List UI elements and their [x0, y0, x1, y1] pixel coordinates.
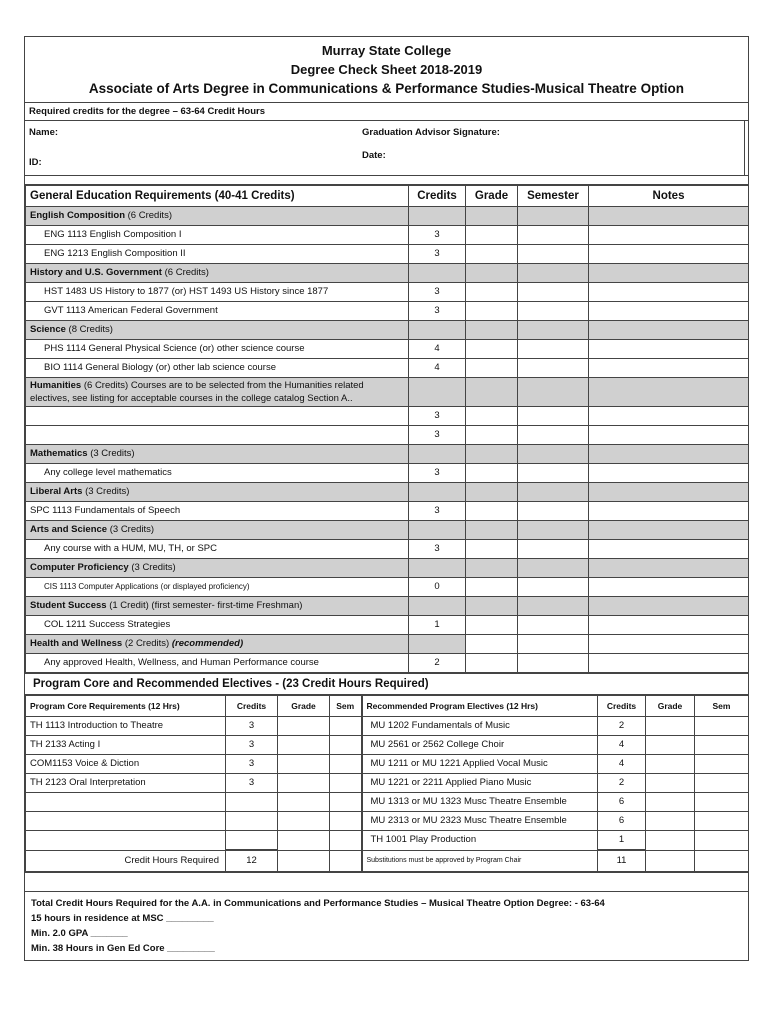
- core-grade-cell[interactable]: [278, 812, 330, 831]
- elective-grade-cell[interactable]: [646, 755, 695, 774]
- notes-cell: [589, 597, 749, 616]
- notes-cell[interactable]: [589, 616, 749, 635]
- grade-cell: [466, 597, 518, 616]
- core-grade-cell[interactable]: [278, 831, 330, 851]
- blank-cell: [278, 850, 330, 871]
- blank-cell: [330, 850, 362, 871]
- semester-cell[interactable]: [518, 635, 589, 654]
- grade-cell[interactable]: [466, 340, 518, 359]
- grade-cell: [466, 483, 518, 502]
- footer-total: Total Credit Hours Required for the A.A. in Communications and Performance Studies – Musical Theatre Option Degree: - 63-64: [31, 897, 605, 909]
- core-credits: 3: [226, 755, 278, 774]
- program-table: [25, 695, 749, 872]
- semester-cell[interactable]: [518, 654, 589, 673]
- notes-cell: [589, 483, 749, 502]
- semester-cell: [518, 264, 589, 283]
- grade-cell[interactable]: [466, 654, 518, 673]
- course-row: [26, 407, 749, 426]
- category-detail: (6 Credits): [161, 267, 209, 278]
- elective-course: MU 1211 or MU 1221 Applied Vocal Music: [362, 755, 598, 774]
- notes-cell[interactable]: [589, 359, 749, 378]
- elective-grade-cell[interactable]: [646, 831, 695, 851]
- grade-cell[interactable]: [466, 616, 518, 635]
- semester-cell[interactable]: [518, 302, 589, 321]
- grade-cell[interactable]: [466, 540, 518, 559]
- semester-cell[interactable]: [518, 464, 589, 483]
- degree-name: Associate of Arts Degree in Communications & Performance Studies-Musical Theatre Option: [88, 81, 685, 96]
- category-name: Humanities: [30, 380, 82, 391]
- course-name: SPC 1113 Fundamentals of Speech: [26, 502, 409, 521]
- category-credits-cell: [409, 635, 466, 654]
- spacer: [25, 872, 748, 891]
- elective-course: TH 1001 Play Production: [362, 831, 598, 851]
- col-credits: Credits: [409, 186, 466, 207]
- notes-cell: [589, 264, 749, 283]
- substitutions-note: Substitutions must be approved by Program Chair: [362, 850, 598, 871]
- semester-cell: [518, 207, 589, 226]
- semester-cell: [518, 378, 589, 407]
- core-sem-cell[interactable]: [330, 755, 362, 774]
- core-credits: 3: [226, 774, 278, 793]
- notes-cell[interactable]: [589, 283, 749, 302]
- total-elective-credits: 11: [598, 850, 646, 871]
- course-credits: 3: [409, 407, 466, 426]
- elective-sem-cell[interactable]: [695, 774, 749, 793]
- elective-grade-cell[interactable]: [646, 736, 695, 755]
- elec-col-sem: Sem: [695, 696, 749, 717]
- grade-cell: [466, 559, 518, 578]
- elective-grade-cell[interactable]: [646, 717, 695, 736]
- blank-cell: [646, 850, 695, 871]
- core-grade-cell[interactable]: [278, 793, 330, 812]
- semester-cell[interactable]: [518, 616, 589, 635]
- elective-sem-cell[interactable]: [695, 831, 749, 851]
- core-col-sem: Sem: [330, 696, 362, 717]
- category-row: [26, 445, 749, 464]
- core-col-credits: Credits: [226, 696, 278, 717]
- course-name: HST 1483 US History to 1877 (or) HST 1493 US History since 1877: [26, 283, 409, 302]
- elective-grade-cell[interactable]: [646, 793, 695, 812]
- category-credits-cell: [409, 264, 466, 283]
- grade-cell[interactable]: [466, 635, 518, 654]
- elective-grade-cell[interactable]: [646, 774, 695, 793]
- grade-cell[interactable]: [466, 283, 518, 302]
- core-course: [26, 793, 226, 812]
- course-row: [26, 226, 749, 245]
- program-header-row: [26, 696, 749, 717]
- program-row: [26, 831, 749, 851]
- category-name: Computer Proficiency: [30, 562, 129, 573]
- col-notes: Notes: [589, 186, 749, 207]
- category-label: [26, 445, 409, 464]
- course-row: [26, 283, 749, 302]
- grade-cell: [466, 378, 518, 407]
- notes-cell[interactable]: [589, 654, 749, 673]
- total-label: Credit Hours Required: [26, 850, 226, 871]
- program-row: [26, 717, 749, 736]
- course-credits: 3: [409, 245, 466, 264]
- category-row: [26, 378, 749, 407]
- grade-cell[interactable]: [466, 502, 518, 521]
- grade-cell[interactable]: [466, 226, 518, 245]
- semester-cell: [518, 559, 589, 578]
- category-row: [26, 559, 749, 578]
- category-label: [26, 264, 409, 283]
- grade-cell: [466, 521, 518, 540]
- semester-cell[interactable]: [518, 283, 589, 302]
- course-name: [26, 426, 409, 445]
- elective-course: MU 1202 Fundamentals of Music: [362, 717, 598, 736]
- course-name: Any college level mathematics: [26, 464, 409, 483]
- category-name: History and U.S. Government: [30, 267, 162, 278]
- category-row: [26, 207, 749, 226]
- category-detail: (3 Credits): [82, 486, 130, 497]
- footer-gen-ed-hours[interactable]: Min. 38 Hours in Gen Ed Core _________: [31, 942, 215, 954]
- elective-sem-cell[interactable]: [695, 717, 749, 736]
- footer-residence[interactable]: 15 hours in residence at MSC _________: [31, 912, 214, 924]
- course-credits: 4: [409, 359, 466, 378]
- core-sem-cell[interactable]: [330, 774, 362, 793]
- course-name: GVT 1113 American Federal Government: [26, 302, 409, 321]
- grade-cell[interactable]: [466, 578, 518, 597]
- category-detail: (6 Credits): [125, 210, 172, 221]
- elective-header: Recommended Program Electives (12 Hrs): [362, 696, 598, 717]
- category-credits-cell: [409, 321, 466, 340]
- category-name: Arts and Science: [30, 524, 108, 535]
- category-credits-cell: [409, 597, 466, 616]
- core-course: [26, 812, 226, 831]
- core-course: TH 1113 Introduction to Theatre: [26, 717, 226, 736]
- category-row: [26, 597, 749, 616]
- course-credits: 3: [409, 464, 466, 483]
- semester-cell: [518, 321, 589, 340]
- notes-cell[interactable]: [589, 426, 749, 445]
- core-sem-cell[interactable]: [330, 736, 362, 755]
- notes-cell: [589, 378, 749, 407]
- grade-cell: [466, 445, 518, 464]
- core-credits: 3: [226, 717, 278, 736]
- notes-cell[interactable]: [589, 635, 749, 654]
- semester-cell[interactable]: [518, 426, 589, 445]
- core-grade-cell[interactable]: [278, 736, 330, 755]
- elective-credits: 2: [598, 717, 646, 736]
- category-credits-cell: [409, 207, 466, 226]
- notes-cell[interactable]: [589, 407, 749, 426]
- elective-sem-cell[interactable]: [695, 736, 749, 755]
- course-credits: 3: [409, 283, 466, 302]
- advisor-signature-field[interactable]: Graduation Advisor Signature:: [362, 127, 500, 138]
- semester-cell[interactable]: [518, 226, 589, 245]
- notes-cell[interactable]: [589, 578, 749, 597]
- elective-course: MU 2561 or 2562 College Choir: [362, 736, 598, 755]
- category-row: [26, 521, 749, 540]
- course-credits: 2: [409, 654, 466, 673]
- core-grade-cell[interactable]: [278, 717, 330, 736]
- semester-cell: [518, 521, 589, 540]
- program-row: [26, 755, 749, 774]
- category-credits-cell: [409, 445, 466, 464]
- core-sem-cell[interactable]: [330, 812, 362, 831]
- semester-cell[interactable]: [518, 502, 589, 521]
- core-sem-cell[interactable]: [330, 793, 362, 812]
- course-name: ENG 1213 English Composition II: [26, 245, 409, 264]
- course-credits: 4: [409, 340, 466, 359]
- program-row: [26, 812, 749, 831]
- core-course: COM1153 Voice & Diction: [26, 755, 226, 774]
- core-course: TH 2133 Acting I: [26, 736, 226, 755]
- category-note: (recommended): [171, 638, 244, 649]
- category-credits-cell: [409, 483, 466, 502]
- category-name: Health and Wellness: [30, 638, 123, 649]
- program-row: [26, 774, 749, 793]
- id-field[interactable]: ID:: [29, 157, 42, 168]
- semester-cell[interactable]: [518, 359, 589, 378]
- grade-cell[interactable]: [466, 407, 518, 426]
- category-label: [26, 378, 409, 407]
- core-sem-cell[interactable]: [330, 831, 362, 851]
- elective-course: MU 1313 or MU 1323 Musc Theatre Ensemble: [362, 793, 598, 812]
- course-credits: 3: [409, 302, 466, 321]
- sheet-name: Degree Check Sheet 2018-2019: [290, 62, 483, 77]
- footer-summary: [25, 891, 748, 960]
- category-detail: (2 Credits): [122, 638, 172, 649]
- elec-col-grade: Grade: [646, 696, 695, 717]
- category-detail: (3 Credits): [107, 524, 155, 535]
- category-detail: (3 Credits): [87, 448, 135, 459]
- notes-cell[interactable]: [589, 245, 749, 264]
- course-name: ENG 1113 English Composition I: [26, 226, 409, 245]
- notes-cell: [589, 321, 749, 340]
- core-course: [26, 831, 226, 851]
- student-info-box: [25, 121, 745, 175]
- course-row: [26, 245, 749, 264]
- course-name: CIS 1113 Computer Applications (or displayed proficiency): [26, 578, 409, 597]
- category-label: [26, 521, 409, 540]
- course-row: [26, 464, 749, 483]
- notes-cell[interactable]: [589, 502, 749, 521]
- course-row: [26, 540, 749, 559]
- grade-cell: [466, 321, 518, 340]
- course-name: Any course with a HUM, MU, TH, or SPC: [26, 540, 409, 559]
- elective-credits: 4: [598, 736, 646, 755]
- date-field[interactable]: Date:: [362, 150, 386, 161]
- category-detail: (6 Credits) Courses are to be selected from the Humanities related electives, see listing for acceptable courses in the college catalog Section A..: [30, 380, 364, 404]
- notes-cell[interactable]: [589, 464, 749, 483]
- elective-course: MU 1221 or 2211 Applied Piano Music: [362, 774, 598, 793]
- elec-col-credits: Credits: [598, 696, 646, 717]
- category-credits-cell: [409, 559, 466, 578]
- notes-cell[interactable]: [589, 302, 749, 321]
- core-header: Program Core Requirements (12 Hrs): [26, 696, 226, 717]
- core-sem-cell[interactable]: [330, 717, 362, 736]
- required-credits: Required credits for the degree – 63-64 Credit Hours: [25, 102, 748, 121]
- category-name: English Composition: [30, 210, 125, 221]
- elective-credits: 6: [598, 793, 646, 812]
- elective-course: MU 2313 or MU 2323 Musc Theatre Ensemble: [362, 812, 598, 831]
- grade-cell[interactable]: [466, 426, 518, 445]
- course-name: [26, 407, 409, 426]
- course-row: [26, 654, 749, 673]
- category-label: [26, 321, 409, 340]
- core-grade-cell[interactable]: [278, 774, 330, 793]
- category-label: [26, 635, 409, 654]
- core-course: TH 2123 Oral Interpretation: [26, 774, 226, 793]
- course-row: [26, 302, 749, 321]
- notes-cell[interactable]: [589, 340, 749, 359]
- degree-check-sheet: [24, 36, 749, 961]
- elective-credits: 1: [598, 831, 646, 851]
- core-col-grade: Grade: [278, 696, 330, 717]
- course-name: Any approved Health, Wellness, and Human Performance course: [26, 654, 409, 673]
- elective-credits: 6: [598, 812, 646, 831]
- grade-cell[interactable]: [466, 245, 518, 264]
- category-name: Science: [30, 324, 66, 335]
- category-detail: (8 Credits): [65, 324, 113, 335]
- spacer: [25, 175, 748, 185]
- semester-cell[interactable]: [518, 578, 589, 597]
- col-grade: Grade: [466, 186, 518, 207]
- core-credits: [226, 793, 278, 812]
- gen-ed-title: General Education Requirements (40-41 Credits): [26, 186, 409, 207]
- category-label: [26, 207, 409, 226]
- blank-cell: [695, 850, 749, 871]
- notes-cell[interactable]: [589, 226, 749, 245]
- category-name: Mathematics: [30, 448, 88, 459]
- category-row: [26, 321, 749, 340]
- notes-cell: [589, 445, 749, 464]
- program-row: [26, 793, 749, 812]
- course-credits: 0: [409, 578, 466, 597]
- category-name: Student Success: [30, 600, 107, 611]
- semester-cell: [518, 445, 589, 464]
- semester-cell[interactable]: [518, 540, 589, 559]
- course-row: [26, 578, 749, 597]
- gen-ed-table: [25, 185, 749, 673]
- core-credits: [226, 812, 278, 831]
- semester-cell: [518, 483, 589, 502]
- course-credits: 3: [409, 502, 466, 521]
- course-name: BIO 1114 General Biology (or) other lab science course: [26, 359, 409, 378]
- semester-cell[interactable]: [518, 340, 589, 359]
- category-detail: (1 Credit) (first semester- first-time Freshman): [106, 600, 303, 611]
- grade-cell: [466, 264, 518, 283]
- category-label: [26, 597, 409, 616]
- semester-cell: [518, 597, 589, 616]
- course-credits: 1: [409, 616, 466, 635]
- course-credits: 3: [409, 540, 466, 559]
- course-row: [26, 359, 749, 378]
- course-name: COL 1211 Success Strategies: [26, 616, 409, 635]
- category-credits-cell: [409, 521, 466, 540]
- program-total-row: [26, 850, 749, 871]
- notes-cell: [589, 207, 749, 226]
- category-row: [26, 635, 749, 654]
- category-row: [26, 483, 749, 502]
- elective-sem-cell[interactable]: [695, 793, 749, 812]
- college-name: Murray State College: [321, 43, 452, 58]
- course-credits: 3: [409, 226, 466, 245]
- grade-cell[interactable]: [466, 359, 518, 378]
- elective-credits: 2: [598, 774, 646, 793]
- grade-cell[interactable]: [466, 464, 518, 483]
- elective-sem-cell[interactable]: [695, 812, 749, 831]
- program-row: [26, 736, 749, 755]
- category-detail: (3 Credits): [128, 562, 176, 573]
- col-semester: Semester: [518, 186, 589, 207]
- elective-sem-cell[interactable]: [695, 755, 749, 774]
- course-row: [26, 616, 749, 635]
- course-row: [26, 340, 749, 359]
- core-credits: 3: [226, 736, 278, 755]
- footer-gpa[interactable]: Min. 2.0 GPA _______: [31, 927, 128, 939]
- course-credits: 3: [409, 426, 466, 445]
- category-credits-cell: [409, 378, 466, 407]
- semester-cell[interactable]: [518, 245, 589, 264]
- program-section-title: Program Core and Recommended Electives - (23 Credit Hours Required): [25, 673, 748, 695]
- name-field[interactable]: Name:: [29, 127, 59, 138]
- elective-credits: 4: [598, 755, 646, 774]
- category-label: [26, 559, 409, 578]
- total-core-credits: 12: [226, 850, 278, 871]
- semester-cell[interactable]: [518, 407, 589, 426]
- category-row: [26, 264, 749, 283]
- notes-cell: [589, 559, 749, 578]
- course-row: [26, 502, 749, 521]
- gen-ed-header-row: [26, 186, 749, 207]
- grade-cell: [466, 207, 518, 226]
- category-label: [26, 483, 409, 502]
- core-credits: [226, 831, 278, 851]
- course-row: [26, 426, 749, 445]
- notes-cell[interactable]: [589, 540, 749, 559]
- category-name: Liberal Arts: [30, 486, 83, 497]
- notes-cell: [589, 521, 749, 540]
- grade-cell[interactable]: [466, 302, 518, 321]
- core-grade-cell[interactable]: [278, 755, 330, 774]
- course-name: PHS 1114 General Physical Science (or) other science course: [26, 340, 409, 359]
- sheet-title: [25, 37, 748, 102]
- elective-grade-cell[interactable]: [646, 812, 695, 831]
